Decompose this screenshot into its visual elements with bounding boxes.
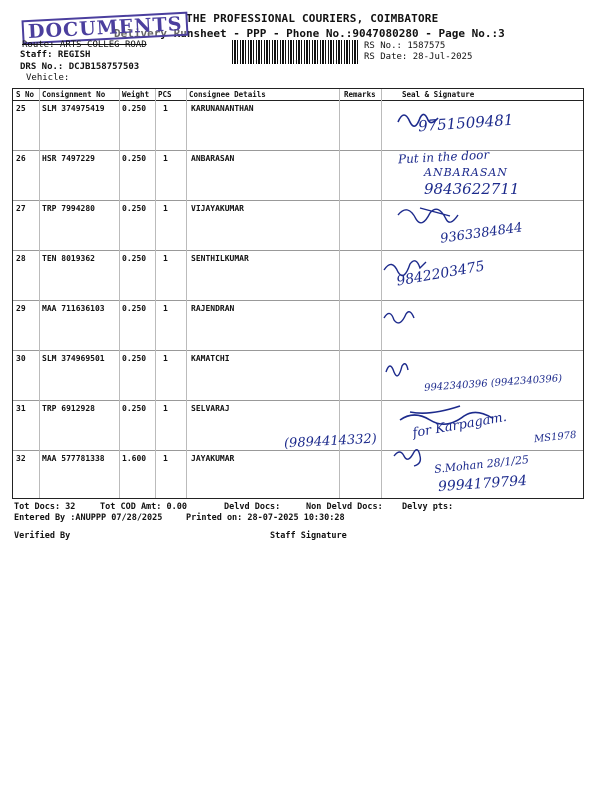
row-weight: 1.600 (122, 454, 147, 463)
rs-date: RS Date: 28-Jul-2025 (364, 52, 473, 62)
row-consignment: SLM 374975419 (42, 104, 105, 113)
row-sno: 30 (16, 354, 26, 363)
signature-phone-27: 9363384844 (439, 220, 524, 247)
row-sno: 32 (16, 454, 26, 463)
col-header-consignee: Consignee Details (189, 90, 266, 99)
company-name: THE PROFESSIONAL COURIERS, COIMBATORE (186, 12, 439, 25)
signature-note-26: Put in the door (397, 147, 490, 167)
row-consignee: RAJENDRAN (191, 304, 235, 313)
row-consignee: KAMATCHI (191, 354, 230, 363)
row-sno: 31 (16, 404, 26, 413)
col-header-remarks: Remarks (344, 90, 376, 99)
row-pcs: 1 (163, 204, 168, 213)
col-header-sno: S No (16, 90, 35, 99)
col-header-weight: Weight (122, 90, 150, 99)
total-cod: Tot COD Amt: 0.00 (100, 502, 187, 512)
row-weight: 0.250 (122, 254, 147, 263)
row-consignee: SELVARAJ (191, 404, 230, 413)
drs-number: DRS No.: DCJB158757503 (20, 62, 140, 72)
row-weight: 0.250 (122, 404, 147, 413)
row-consignee: VIJAYAKUMAR (191, 204, 244, 213)
col-header-seal: Seal & Signature (402, 90, 475, 99)
total-docs: Tot Docs: 32 (14, 502, 76, 512)
row-consignment: SLM 374969501 (42, 354, 105, 363)
entered-by: Entered By :ANUPPP 07/28/2025 (14, 513, 163, 523)
col-divider (186, 89, 187, 498)
row-weight: 0.250 (122, 354, 147, 363)
row-sno: 25 (16, 104, 26, 113)
row-consignment: TRP 7994280 (42, 204, 95, 213)
row-pcs: 1 (163, 254, 168, 263)
barcode (232, 40, 358, 64)
row-sno: 29 (16, 304, 26, 313)
signature-phone-28: 9842203475 (395, 258, 486, 290)
row-pcs: 1 (163, 104, 168, 113)
row-weight: 0.250 (122, 204, 147, 213)
row-pcs: 1 (163, 304, 168, 313)
row-sno: 26 (16, 154, 26, 163)
row-consignment: MAA 711636103 (42, 304, 105, 313)
signature-name-26: ANBARASAN (424, 166, 508, 179)
col-divider (39, 89, 40, 498)
signature-phone-26: 9843622711 (424, 180, 520, 198)
row-sno: 27 (16, 204, 26, 213)
row-consignment: TRP 6912928 (42, 404, 95, 413)
row-weight: 0.250 (122, 154, 147, 163)
row-consignee: ANBARASAN (191, 154, 235, 163)
signature-name-31: for Karpagam. (411, 409, 508, 442)
signature-phone-25: 9751509481 (417, 110, 514, 136)
row-pcs: 1 (163, 354, 168, 363)
row-pcs: 1 (163, 154, 168, 163)
signature-name-32: S.Mohan 28/1/25 (433, 453, 530, 476)
row-pcs: 1 (163, 454, 168, 463)
col-divider (155, 89, 156, 498)
vehicle-label: Vehicle: (26, 73, 70, 83)
verified-by: Verified By (14, 531, 71, 541)
row-sno: 28 (16, 254, 26, 263)
row-consignee: KARUNANANTHAN (191, 104, 254, 113)
non-delivered-docs: Non Delvd Docs: (306, 502, 383, 512)
signature-phone-32: 9994179794 (437, 472, 528, 496)
row-weight: 0.250 (122, 304, 147, 313)
row-consignment: HSR 7497229 (42, 154, 95, 163)
documents-stamp: DOCUMENTS (21, 12, 188, 45)
row-consignee: SENTHILKUMAR (191, 254, 249, 263)
route-label: Route: ARTS COLLEG ROAD (22, 40, 147, 50)
col-header-consignment: Consignment No (42, 90, 106, 99)
col-divider (119, 89, 120, 498)
delivered-docs: Delvd Docs: (224, 502, 281, 512)
row-weight: 0.250 (122, 104, 147, 113)
delivery-points: Delvy pts: (402, 502, 454, 512)
signature-phone-30: 9942340396 (9942340396) (423, 373, 563, 394)
rs-number: RS No.: 1587575 (364, 41, 446, 51)
staff-label: Staff: REGISH (20, 50, 91, 60)
row-consignment: MAA 577781338 (42, 454, 105, 463)
col-header-pcs: PCS (158, 90, 172, 99)
row-consignment: TEN 8019362 (42, 254, 95, 263)
row-consignee: JAYAKUMAR (191, 454, 235, 463)
runsheet-title: Delivery Runsheet - PPP - Phone No.:9047080280 - Page No.:3 (114, 27, 505, 40)
signature-code-31: MS1978 (533, 429, 578, 446)
staff-signature: Staff Signature (270, 531, 347, 541)
handwritten-remark: (9894414332) (283, 431, 378, 452)
printed-on: Printed on: 28-07-2025 10:30:28 (186, 513, 345, 523)
row-pcs: 1 (163, 404, 168, 413)
